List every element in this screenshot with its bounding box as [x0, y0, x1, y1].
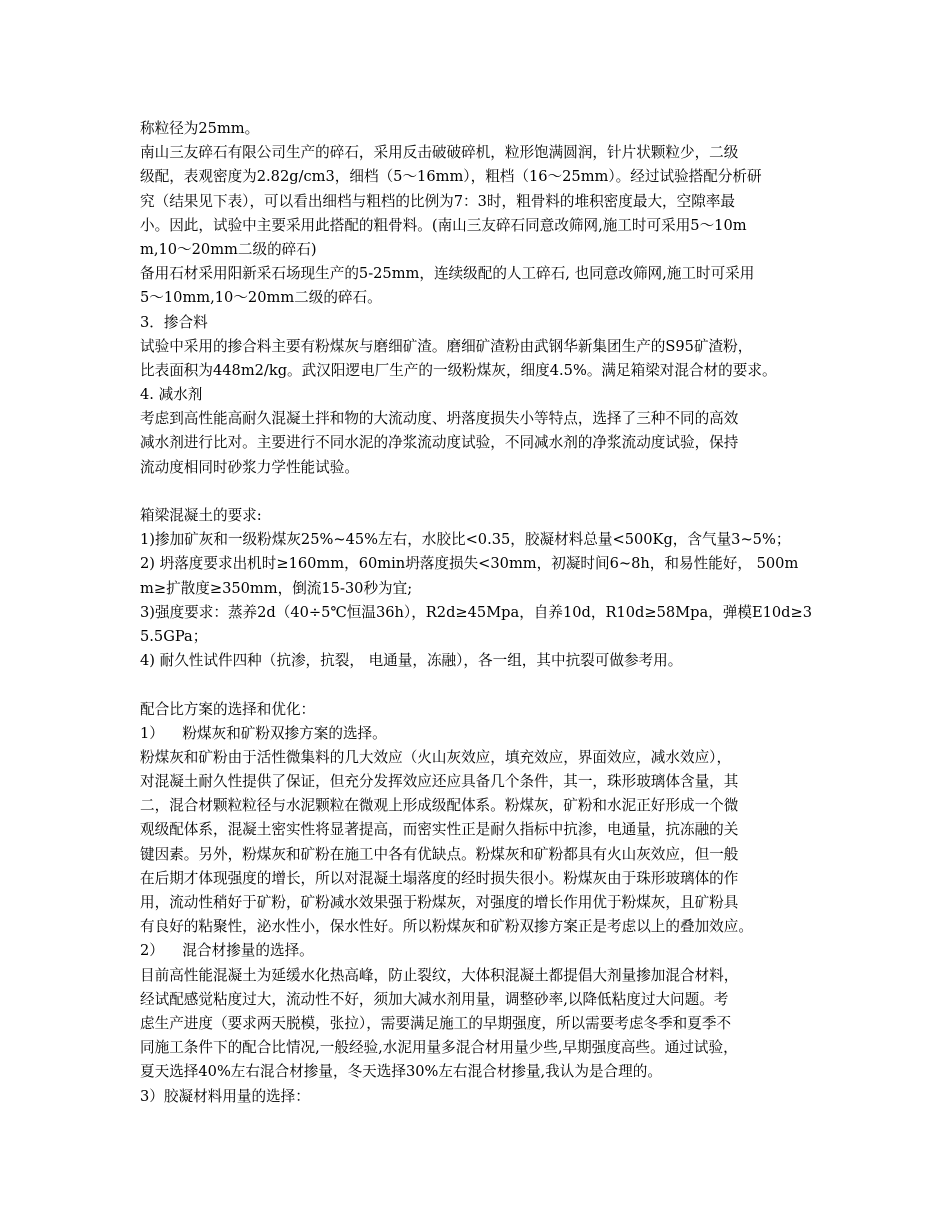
text-line: 比表面积为448m2/kg。武汉阳逻电厂生产的一级粉煤灰，细度4.5%。满足箱梁对混合材的要求。 [140, 361, 777, 379]
text-line: 夏天选择40%左右混合材掺量，冬天选择30%左右混合材掺量,我认为是合理的。 [140, 1063, 662, 1081]
subsection-heading: 1） 粉煤灰和矿粉双掺方案的选择。 [140, 724, 387, 742]
section-heading: 箱梁混凝土的要求: [140, 507, 262, 524]
text-line: 究（结果见下表），可以看出细档与粗档的比例为7：3时，粗骨料的堆积密度最大，空隙率最 [140, 192, 736, 210]
text-line: 键因素。另外，粉煤灰和矿粉在施工中各有优缺点。粉煤灰和矿粉都具有火山灰效应，但一般 [140, 845, 739, 863]
list-item: 2) 坍落度要求出机时≥160mm，60min坍落度损失<30mm，初凝时间6~8h，和易性能好， 500m [140, 555, 799, 573]
text-line: 试验中采用的掺合料主要有粉煤灰与磨细矿渣。磨细矿渣粉由武钢华新集团生产的S95矿渣粉， [140, 337, 753, 355]
text-line: 小。因此，试验中主要采用此搭配的粗骨料。(南山三友碎石同意改筛网,施工时可采用5～10m [140, 216, 747, 234]
text-line: 备用石材采用阳新采石场现生产的5-25mm，连续级配的人工碎石, 也同意改筛网,施工时可采用 [140, 265, 755, 283]
text-line: 考虑到高性能高耐久混凝土拌和物的大流动度、坍落度损失小等特点，选择了三种不同的高效 [140, 410, 739, 428]
section-heading: 配合比方案的选择和优化： [140, 700, 316, 718]
text-line: 虑生产进度（要求两天脱模，张拉），需要满足施工的早期强度，所以需要考虑冬季和夏季不 [140, 1014, 732, 1032]
text-line: 粉煤灰和矿粉由于活性微集料的几大效应（火山灰效应，填充效应，界面效应，减水效应）， [140, 748, 732, 766]
text-line: 流动度相同时砂浆力学性能试验。 [140, 458, 359, 476]
subsection-heading: 3）胶凝材料用量的选择： [140, 1087, 310, 1105]
text-line: 称粒径为25mm。 [140, 120, 260, 137]
list-item: 4) 耐久性试件四种（抗渗，抗裂， 电通量，冻融），各一组，其中抗裂可做参考用。 [140, 652, 683, 670]
blank-line [140, 480, 830, 504]
section-heading: 3．掺合料 [140, 313, 208, 331]
text-line: 南山三友碎石有限公司生产的碎石，采用反击破破碎机，粒形饱满圆润，针片状颗粒少，二级 [140, 144, 739, 162]
text-line: 级配，表观密度为2.82g/cm3，细档（5～16mm），粗档（16～25mm）。经过试验搭配分析研 [140, 168, 762, 186]
text-line: m≥扩散度≥350mm，倒流15-30秒为宜; [140, 579, 413, 597]
blank-line [140, 673, 830, 697]
text-line: 5～10mm,10～20mm二级的碎石。 [140, 289, 382, 307]
text-line: 5.5GPa； [140, 627, 208, 645]
text-line: 观级配体系，混凝土密实性将显著提高，而密实性正是耐久指标中抗渗，电通量，抗冻融的关 [140, 821, 739, 839]
text-line: 二，混合材颗粒粒径与水泥颗粒在微观上形成级配体系。粉煤灰，矿粉和水泥正好形成一个微 [140, 797, 739, 815]
text-line: 目前高性能混凝土为延缓水化热高峰，防止裂纹，大体积混凝土都提倡大剂量掺加混合材料， [140, 966, 739, 984]
text-line: 经试配感觉粘度过大，流动性不好，须加大减水剂用量，调整砂率,以降低粘度过大问题。考 [140, 990, 729, 1008]
text-line: 减水剂进行比对。主要进行不同水泥的净浆流动度试验，不同减水剂的净浆流动度试验，保持 [140, 434, 739, 452]
text-line: 用，流动性稍好于矿粉，矿粉减水效果强于粉煤灰，对强度的增长作用优于粉煤灰，且矿粉具 [140, 894, 739, 911]
list-item: 3)强度要求：蒸养2d（40÷5℃恒温36h），R2d≥45Mpa，自养10d，R10d≥58Mpa，弹模E10d≥3 [140, 603, 813, 621]
subsection-heading: 2） 混合材掺量的选择。 [140, 942, 314, 960]
section-heading: 4. 减水剂 [140, 386, 203, 404]
text-line: m,10～20mm二级的碎石) [140, 240, 317, 258]
text-line: 有良好的粘聚性，泌水性小，保水性好。所以粉煤灰和矿粉双掺方案正是考虑以上的叠加效应。 [140, 918, 753, 936]
text-line: 同施工条件下的配合比情况,一般经验,水泥用量多混合材用量少些,早期强度高些。通过试验， [140, 1039, 738, 1057]
document-page [140, 117, 830, 1109]
text-line: 在后期才体现强度的增长，所以对混凝土塌落度的经时损失很小。粉煤灰由于珠形玻璃体的作 [140, 869, 739, 887]
text-line: 对混凝土耐久性提供了保证，但充分发挥效应还应具备几个条件，其一，珠形玻璃体含量，其 [140, 773, 739, 791]
list-item: 1)掺加矿灰和一级粉煤灰25%~45%左右，水胶比<0.35，胶凝材料总量<500Kg，含气量3~5%； [140, 531, 791, 549]
